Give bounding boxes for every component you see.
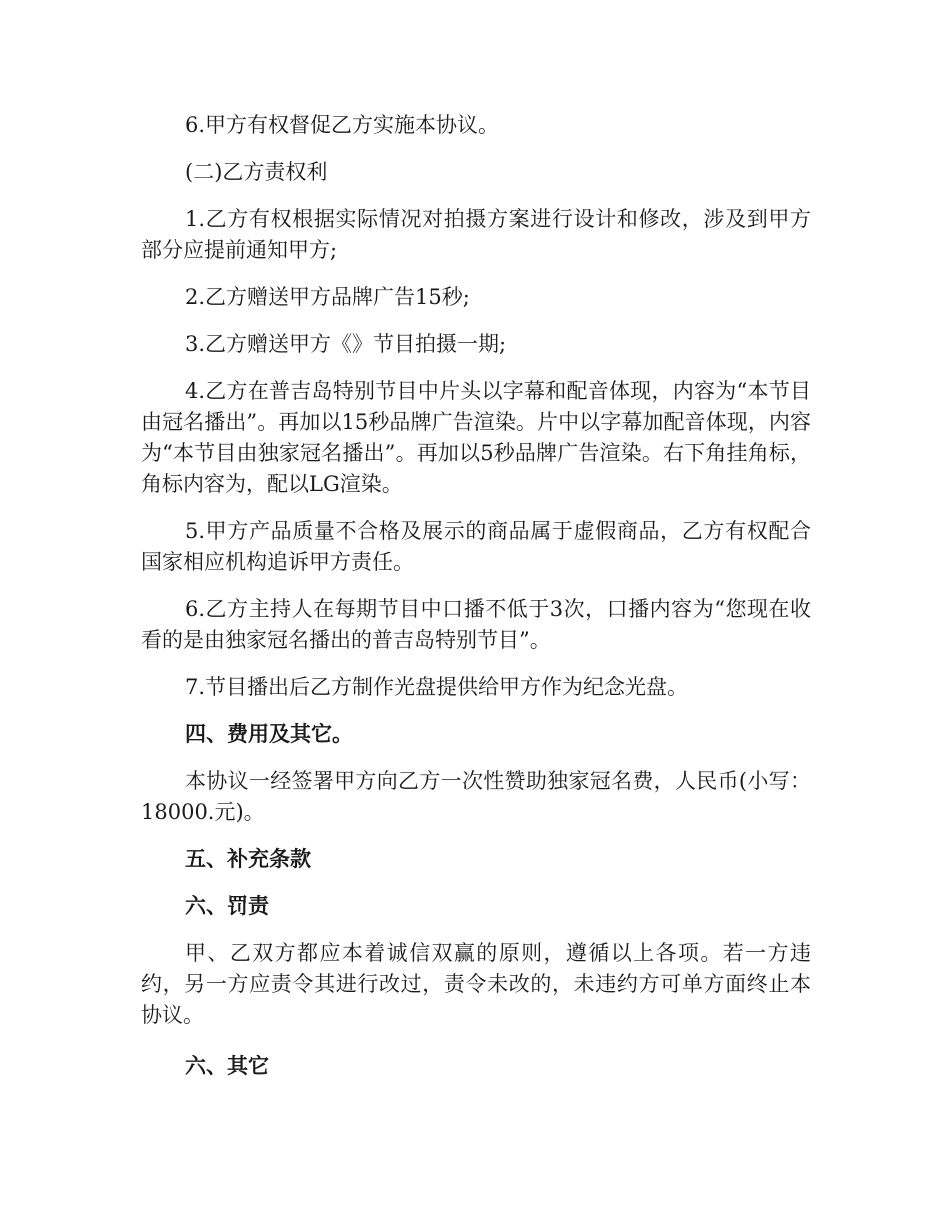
clause-party-b-6: 6.乙方主持人在每期节目中口播不低于3次，口播内容为“您现在收看的是由独家冠名播出的普吉岛特别节目”。 bbox=[141, 597, 811, 652]
clause-party-b-3: 3.乙方赠送甲方《》节目拍摄一期; bbox=[185, 332, 507, 356]
clause-party-b-7: 7.节目播出后乙方制作光盘提供给甲方作为纪念光盘。 bbox=[185, 675, 689, 699]
clause-party-b-2: 2.乙方赠送甲方品牌广告15秒; bbox=[185, 285, 470, 309]
penalty-paragraph: 甲、乙双方都应本着诚信双赢的原则，遵循以上各项。若一方违约，另一方应责令其进行改过，责令未改的，未违约方可单方面终止本协议。 bbox=[141, 941, 811, 1027]
heading-supplementary: 五、补充条款 bbox=[185, 847, 311, 871]
document-body bbox=[141, 110, 811, 1098]
heading-penalty: 六、罚责 bbox=[185, 894, 269, 918]
fees-paragraph: 本协议一经签署甲方向乙方一次性赞助独家冠名费，人民币(小写：18000.元)。 bbox=[141, 769, 811, 824]
clause-party-b-1: 1.乙方有权根据实际情况对拍摄方案进行设计和修改，涉及到甲方部分应提前通知甲方; bbox=[141, 207, 811, 262]
clause-party-b-4: 4.乙方在普吉岛特别节目中片头以字幕和配音体现，内容为“本节目由冠名播出”。再加以15秒品牌广告渲染。片中以字幕加配音体现，内容为“本节目由独家冠名播出”。再加以5秒品牌广告渲染。右下角挂角标，角标内容为，配以LG渲染。 bbox=[141, 379, 811, 496]
clause-party-b-5: 5.甲方产品质量不合格及展示的商品属于虚假商品，乙方有权配合国家相应机构追诉甲方责任。 bbox=[141, 519, 811, 574]
clause-party-a-6: 6.甲方有权督促乙方实施本协议。 bbox=[185, 113, 500, 137]
heading-fees: 四、费用及其它。 bbox=[185, 722, 353, 746]
heading-other: 六、其它 bbox=[185, 1054, 269, 1078]
section-party-b-rights: (二)乙方责权利 bbox=[185, 160, 328, 184]
